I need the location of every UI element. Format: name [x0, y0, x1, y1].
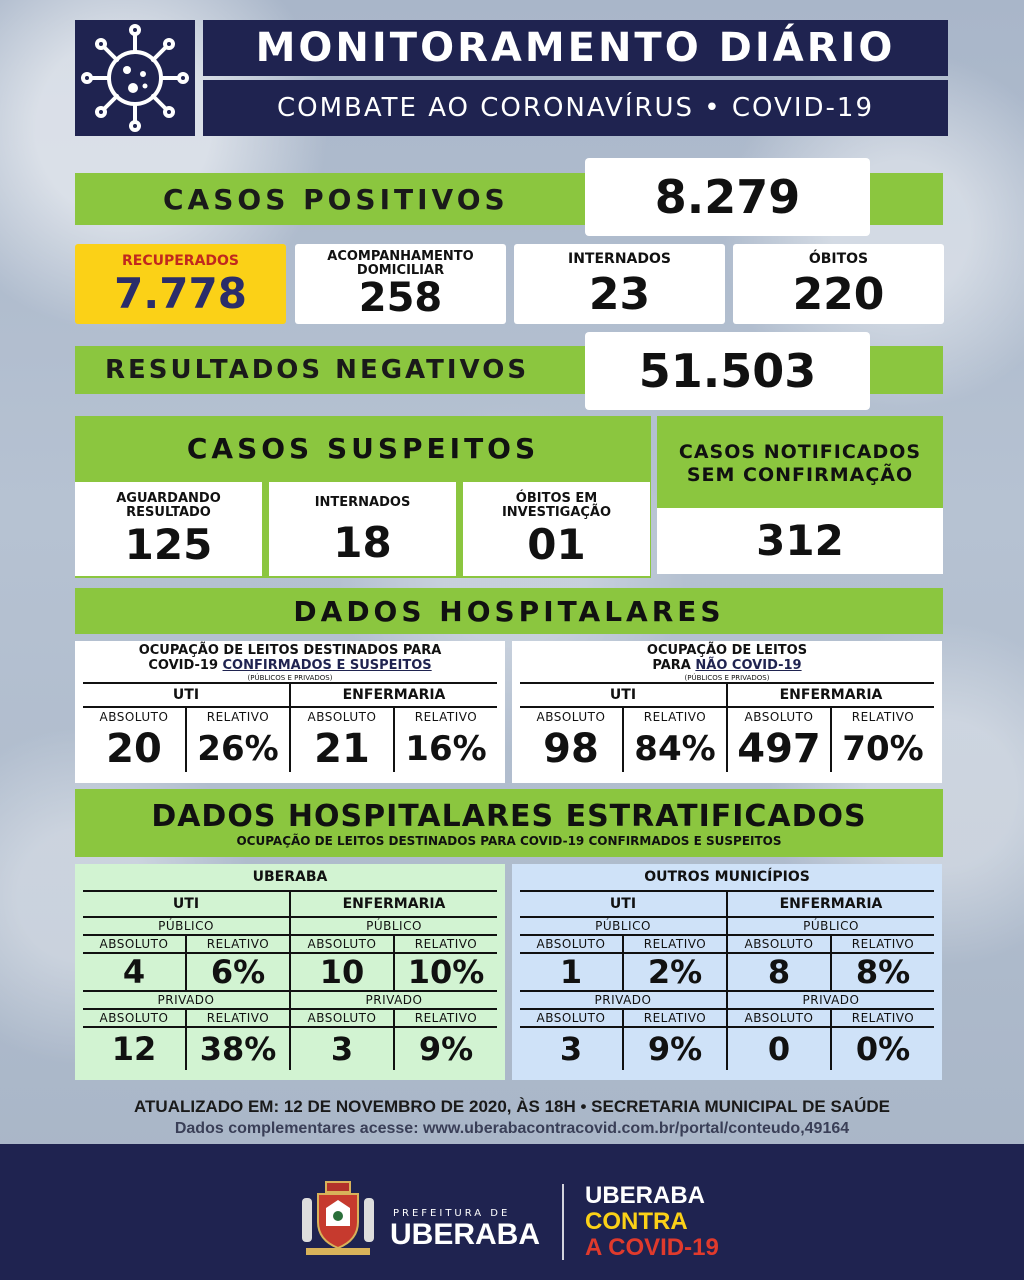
- noncovid-uti-abs: 98: [543, 725, 599, 772]
- outros-priv-enf-abs: 0: [726, 1028, 830, 1070]
- covid-title-2b: CONFIRMADOS E SUSPEITOS: [222, 657, 432, 673]
- uberaba-pub-enf: PÚBLICO: [289, 918, 497, 934]
- negativos-value: 51.503: [638, 344, 817, 398]
- uberaba-priv-uti-abs: 12: [111, 1030, 157, 1068]
- covid-enf-abs: 21: [289, 726, 393, 772]
- noncovid-title-1: OCUPAÇÃO DE LEITOS: [646, 643, 808, 658]
- covid-enf-header: ENFERMARIA: [289, 684, 497, 706]
- outros-priv-rel-1: RELATIVO: [622, 1010, 726, 1026]
- uberaba-priv-uti: PRIVADO: [157, 993, 215, 1007]
- positivos-value-box: [585, 158, 870, 236]
- acompanhamento-label: ACOMPANHAMENTO DOMICILIAR: [327, 248, 474, 278]
- covid-title-1: OCUPAÇÃO DE LEITOS DESTINADOS PARA: [138, 643, 442, 658]
- recuperados-box: [75, 244, 286, 324]
- campaign-line-1: UBERABA: [585, 1182, 705, 1209]
- uberaba-enf-header: ENFERMARIA: [289, 892, 497, 916]
- notificados-value: 312: [756, 516, 844, 565]
- uberaba-priv-enf-rel: 9%: [393, 1028, 497, 1070]
- covid-uti-header: UTI: [172, 686, 200, 703]
- covid-abs-2: ABSOLUTO: [289, 708, 393, 726]
- uberaba-priv-abs-2: ABSOLUTO: [289, 1010, 393, 1026]
- internados-suspeitos-box: [269, 482, 456, 576]
- outros-priv-enf-rel: 0%: [830, 1028, 934, 1070]
- uberaba-uti-header: UTI: [172, 896, 200, 912]
- obitos-box: [733, 244, 944, 324]
- prefeitura-de-label: PREFEITURA DE: [393, 1208, 511, 1219]
- uberaba-priv-abs-1: ABSOLUTO: [99, 1011, 169, 1025]
- updated-text: ATUALIZADO EM: 12 DE NOVEMBRO DE 2020, ÀS 18H • SECRETARIA MUNICIPAL DE SAÚDE: [134, 1097, 890, 1116]
- more-info-link[interactable]: Dados complementares acesse: www.uberabacontracovid.com.br/portal/conteudo,49164: [174, 1120, 850, 1137]
- covid-uti-abs: 20: [106, 725, 162, 772]
- estratificados-title: DADOS HOSPITALARES ESTRATIFICADOS: [151, 798, 867, 834]
- noncovid-title-2a: PARA: [652, 657, 696, 673]
- page-subtitle: COMBATE AO CORONAVÍRUS • COVID-19: [276, 93, 875, 123]
- obitos-investigacao-box: [463, 482, 650, 576]
- positivos-label: CASOS POSITIVOS: [163, 182, 509, 216]
- uberaba-wordmark: UBERABA: [390, 1218, 540, 1251]
- brand-divider: [562, 1184, 564, 1260]
- covid-title-2a: COVID-19: [148, 657, 223, 673]
- campaign-line-3: A COVID-19: [585, 1234, 719, 1261]
- noncovid-note: (PÚBLICOS E PRIVADOS): [684, 673, 770, 682]
- covid-abs-1: ABSOLUTO: [99, 709, 169, 724]
- page-title: MONITORAMENTO DIÁRIO: [255, 25, 896, 71]
- covid-beds-table: [75, 641, 505, 783]
- notificados-label: CASOS NOTIFICADOS SEM CONFIRMAÇÃO: [678, 441, 922, 486]
- aguardando-label: AGUARDANDO RESULTADO: [116, 490, 221, 520]
- outros-pub-enf-rel: 8%: [830, 954, 934, 990]
- uberaba-priv-rel-2: RELATIVO: [393, 1010, 497, 1026]
- uberaba-priv-rel-1: RELATIVO: [185, 1010, 289, 1026]
- negativos-value-box: [585, 332, 870, 410]
- noncovid-abs-1: ABSOLUTO: [536, 709, 606, 724]
- suspeitos-label: CASOS SUSPEITOS: [186, 431, 540, 465]
- outros-pub-abs-2: ABSOLUTO: [726, 936, 830, 952]
- uberaba-pub-uti-rel: 6%: [185, 954, 289, 990]
- acompanhamento-value: 258: [358, 275, 443, 322]
- covid-enf-rel: 16%: [393, 726, 497, 772]
- outros-pub-uti: PÚBLICO: [595, 919, 651, 933]
- estratificados-bar: [75, 789, 943, 857]
- outros-priv-abs-1: ABSOLUTO: [536, 1011, 606, 1025]
- hospitalares-bar: [75, 588, 943, 634]
- uberaba-pub-abs-1: ABSOLUTO: [99, 937, 169, 951]
- noncovid-beds-table: [512, 641, 942, 783]
- covid-note: (PÚBLICOS E PRIVADOS): [247, 673, 333, 682]
- virus-logo-box: [75, 20, 195, 136]
- outros-enf-header: ENFERMARIA: [726, 892, 934, 916]
- outros-priv-enf: PRIVADO: [726, 992, 934, 1008]
- noncovid-abs-2: ABSOLUTO: [726, 708, 830, 726]
- internados-suspeitos-label: INTERNADOS: [314, 494, 411, 510]
- outros-uti-header: UTI: [609, 896, 637, 912]
- outros-priv-rel-2: RELATIVO: [830, 1010, 934, 1026]
- outros-priv-uti-rel: 9%: [622, 1028, 726, 1070]
- uberaba-priv-enf-abs: 3: [289, 1028, 393, 1070]
- acompanhamento-box: [295, 244, 506, 324]
- outros-pub-rel-2: RELATIVO: [830, 936, 934, 952]
- covid-rel-2: RELATIVO: [393, 708, 497, 726]
- uberaba-pub-abs-2: ABSOLUTO: [289, 936, 393, 952]
- outros-pub-rel-1: RELATIVO: [622, 936, 726, 952]
- aguardando-value: 125: [124, 520, 213, 570]
- positivos-value: 8.279: [654, 170, 801, 224]
- recuperados-label: RECUPERADOS: [121, 253, 240, 269]
- brand-bar: [0, 1144, 1024, 1280]
- internados-suspeitos-value: 18: [333, 517, 392, 567]
- outros-pub-uti-rel: 2%: [622, 954, 726, 990]
- notificados-value-box: [657, 508, 943, 574]
- internados-box: [514, 244, 725, 324]
- header-title-bar: [203, 20, 948, 76]
- header-subtitle-bar: [203, 80, 948, 136]
- outros-pub-uti-abs: 1: [559, 953, 583, 991]
- noncovid-enf-rel: 70%: [830, 726, 934, 772]
- noncovid-rel-2: RELATIVO: [830, 708, 934, 726]
- outros-pub-enf: PÚBLICO: [726, 918, 934, 934]
- negativos-label: RESULTADOS NEGATIVOS: [105, 355, 530, 385]
- obitos-label: ÓBITOS: [808, 251, 869, 267]
- outros-title: OUTROS MUNICÍPIOS: [644, 869, 810, 885]
- outros-pub-abs-1: ABSOLUTO: [536, 937, 606, 951]
- uberaba-pub-enf-rel: 10%: [393, 954, 497, 990]
- noncovid-enf-header: ENFERMARIA: [726, 684, 934, 706]
- outros-table: [512, 864, 942, 1080]
- uberaba-pub-uti: PÚBLICO: [158, 919, 214, 933]
- notificados-panel: [657, 416, 943, 512]
- noncovid-uti-rel: 84%: [622, 726, 726, 772]
- outros-priv-abs-2: ABSOLUTO: [726, 1010, 830, 1026]
- noncovid-uti-header: UTI: [609, 686, 637, 703]
- uberaba-priv-uti-rel: 38%: [185, 1028, 289, 1070]
- internados-value: 23: [588, 269, 651, 320]
- noncovid-rel-1: RELATIVO: [622, 708, 726, 726]
- recuperados-value: 7.778: [114, 269, 247, 318]
- obitos-investigacao-label: ÓBITOS EM INVESTIGAÇÃO: [501, 490, 612, 520]
- uberaba-priv-enf: PRIVADO: [289, 992, 497, 1008]
- obitos-investigacao-value: 01: [527, 520, 586, 570]
- noncovid-enf-abs: 497: [726, 726, 830, 772]
- internados-label: INTERNADOS: [568, 251, 671, 267]
- obitos-value: 220: [792, 269, 885, 320]
- uberaba-pub-uti-abs: 4: [122, 953, 146, 991]
- outros-priv-uti: PRIVADO: [594, 993, 652, 1007]
- covid-uti-rel: 26%: [185, 726, 289, 772]
- virus-icon: [75, 20, 195, 136]
- uberaba-pub-rel-1: RELATIVO: [185, 936, 289, 952]
- uberaba-title: UBERABA: [252, 869, 328, 885]
- covid-rel-1: RELATIVO: [185, 708, 289, 726]
- uberaba-pub-rel-2: RELATIVO: [393, 936, 497, 952]
- outros-pub-enf-abs: 8: [726, 954, 830, 990]
- hospitalares-title: DADOS HOSPITALARES: [293, 594, 725, 628]
- aguardando-box: [75, 482, 262, 576]
- uberaba-pub-enf-abs: 10: [289, 954, 393, 990]
- estratificados-subtitle: OCUPAÇÃO DE LEITOS DESTINADOS PARA COVID-19 CONFIRMADOS E SUSPEITOS: [236, 833, 782, 848]
- outros-priv-uti-abs: 3: [559, 1030, 583, 1068]
- uberaba-table: [75, 864, 505, 1080]
- coat-of-arms-icon: [296, 1178, 380, 1258]
- noncovid-title-2b: NÃO COVID-19: [695, 657, 802, 673]
- campaign-line-2: CONTRA: [585, 1208, 688, 1235]
